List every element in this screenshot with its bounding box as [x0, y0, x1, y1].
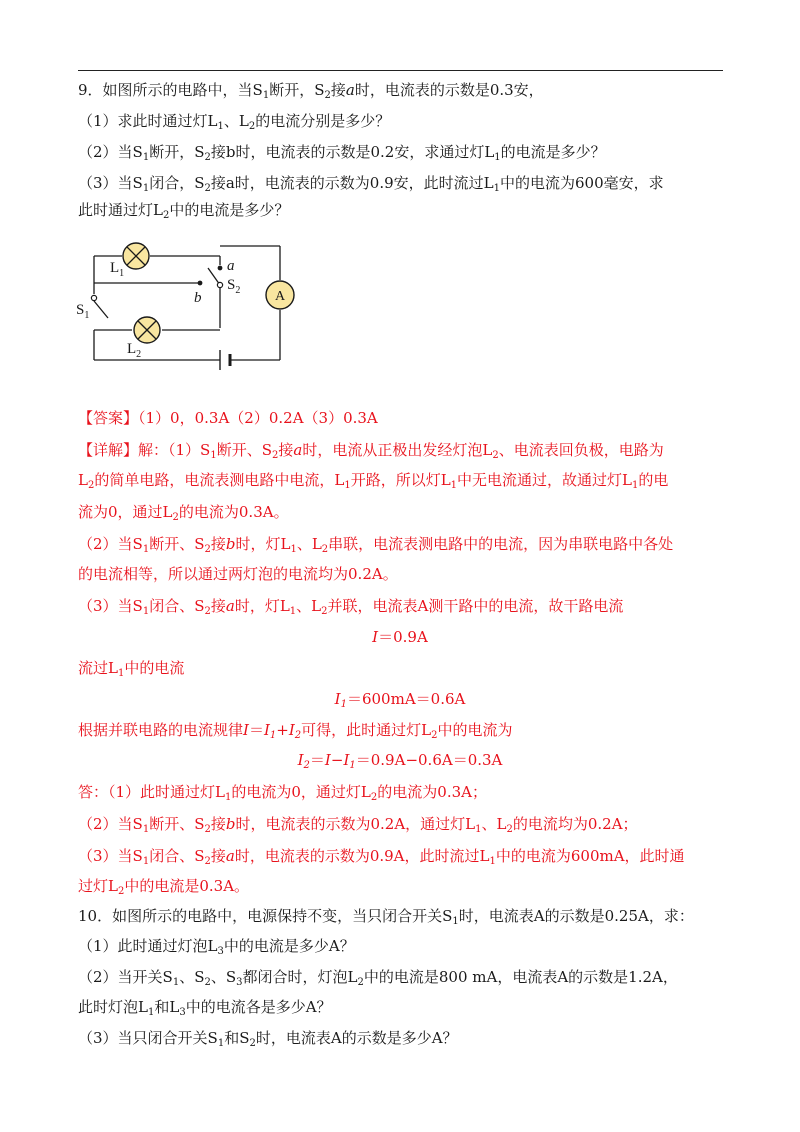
q10-part-3: （3）当只闭合开关$S_1$和$S_2$时，电流表A的示数是多少A？ [78, 1029, 458, 1049]
explain-line-8: 根据并联电路的电流规律$I=I_1+I_2$可得，此时通过灯$L_2$中的电流为 [78, 721, 513, 741]
q10-part-1: （1）此时通过灯泡$L_3$中的电流是多少A？ [78, 937, 355, 957]
conclusion-3-cont: 过灯$L_2$中的电流是0.3A。 [78, 877, 250, 897]
q9-part-3: （3）当$S_1$闭合，$S_2$接a时，电流表的示数为0.9安，此时流过$L_1$中的电流为600毫安，求 [78, 174, 664, 194]
explain-line-5: 的电流相等，所以通过两灯泡的电流均为0.2A。 [78, 565, 398, 583]
q9-stem: 9．如图所示的电路中，当$S_1$断开，$S_2$接a时，电流表的示数是0.3安， [78, 81, 544, 101]
q9-part-2: （2）当$S_1$断开，$S_2$接b时，电流表的示数是0.2安，求通过灯$L_1$的电流是多少？ [78, 143, 606, 163]
explain-line-3: 流为0，通过$L_2$的电流为0.3A。 [78, 503, 289, 523]
q10-part-2-cont: 此时灯泡$L_1$和$L_3$中的电流各是多少A？ [78, 998, 332, 1018]
label-s2: $S_2$ [227, 277, 241, 296]
contact-a-dot [218, 266, 223, 271]
answer-line: 【答案】（1）0，0.3A（2）0.2A（3）0.3A [78, 409, 378, 427]
conclusion-1: 答：（1）此时通过灯$L_1$的电流为0，通过灯$L_2$的电流为0.3A； [78, 783, 487, 803]
circuit-diagram [70, 228, 310, 383]
conclusion-2: （2）当$S_1$断开、$S_2$接b时，电流表的示数为0.2A，通过灯$L_1$、$L_2$的电流均为0.2A； [78, 815, 638, 835]
explain-line-2: $L_2$的简单电路，电流表测电路中电流，$L_1$开路，所以灯$L_1$中无电流通过，故通过灯$L_1$的电 [78, 471, 669, 491]
contact-b-dot [198, 281, 203, 286]
equation-2: $I_1=600mA=0.6A$ [334, 690, 466, 710]
equation-1: I＝0.9A [372, 628, 428, 646]
conclusion-3: （3）当$S_1$闭合、$S_2$接a时，电流表的示数为0.9A，此时流过$L_1$中的电流为600mA，此时通 [78, 847, 685, 867]
label-a: a [227, 258, 235, 274]
label-s1: $S_1$ [76, 302, 90, 321]
s1-pivot [91, 295, 96, 300]
ammeter-label: A [274, 289, 286, 304]
s2-pivot [217, 282, 222, 287]
lamp-l1-icon [123, 243, 149, 269]
explain-line-1: 【详解】解：$(1)S_1$断开、$S_2$接a时，电流从正极出发经灯泡$L_2$、电流表回负极，电路为 [78, 441, 664, 461]
lamp-l2-icon [134, 317, 160, 343]
q9-part-3-cont: 此时通过灯$L_2$中的电流是多少？ [78, 201, 290, 221]
label-b: b [194, 290, 202, 306]
header-rule [78, 70, 723, 71]
explain-line-6: （3）当$S_1$闭合、$S_2$接a时，灯$L_1$、$L_2$并联，电流表A测干路中的电流，故干路电流 [78, 597, 624, 617]
explain-line-7: 流过$L_1$中的电流 [78, 659, 185, 679]
q10-part-2: （2）当开关$S_1$、$S_2$、$S_3$都闭合时，灯泡$L_2$中的电流是800 mA，电流表A的示数是1.2A， [78, 968, 678, 988]
explain-line-4: （2）当$S_1$断开、$S_2$接b时，灯$L_1$、$L_2$串联，电流表测电路中的电流，因为串联电路中各处 [78, 535, 674, 555]
equation-3: $I_2=I-I_1=0.9A-0.6A=0.3A$ [297, 751, 503, 771]
label-l1: $L_1$ [110, 260, 125, 279]
q9-part-1: （1）求此时通过灯$L_1$、$L_2$的电流分别是多少？ [78, 112, 391, 132]
label-l2: $L_2$ [127, 341, 142, 360]
q10-stem: 10．如图所示的电路中，电源保持不变，当只闭合开关$S_1$时，电流表A的示数是0.25A，求： [78, 907, 694, 927]
